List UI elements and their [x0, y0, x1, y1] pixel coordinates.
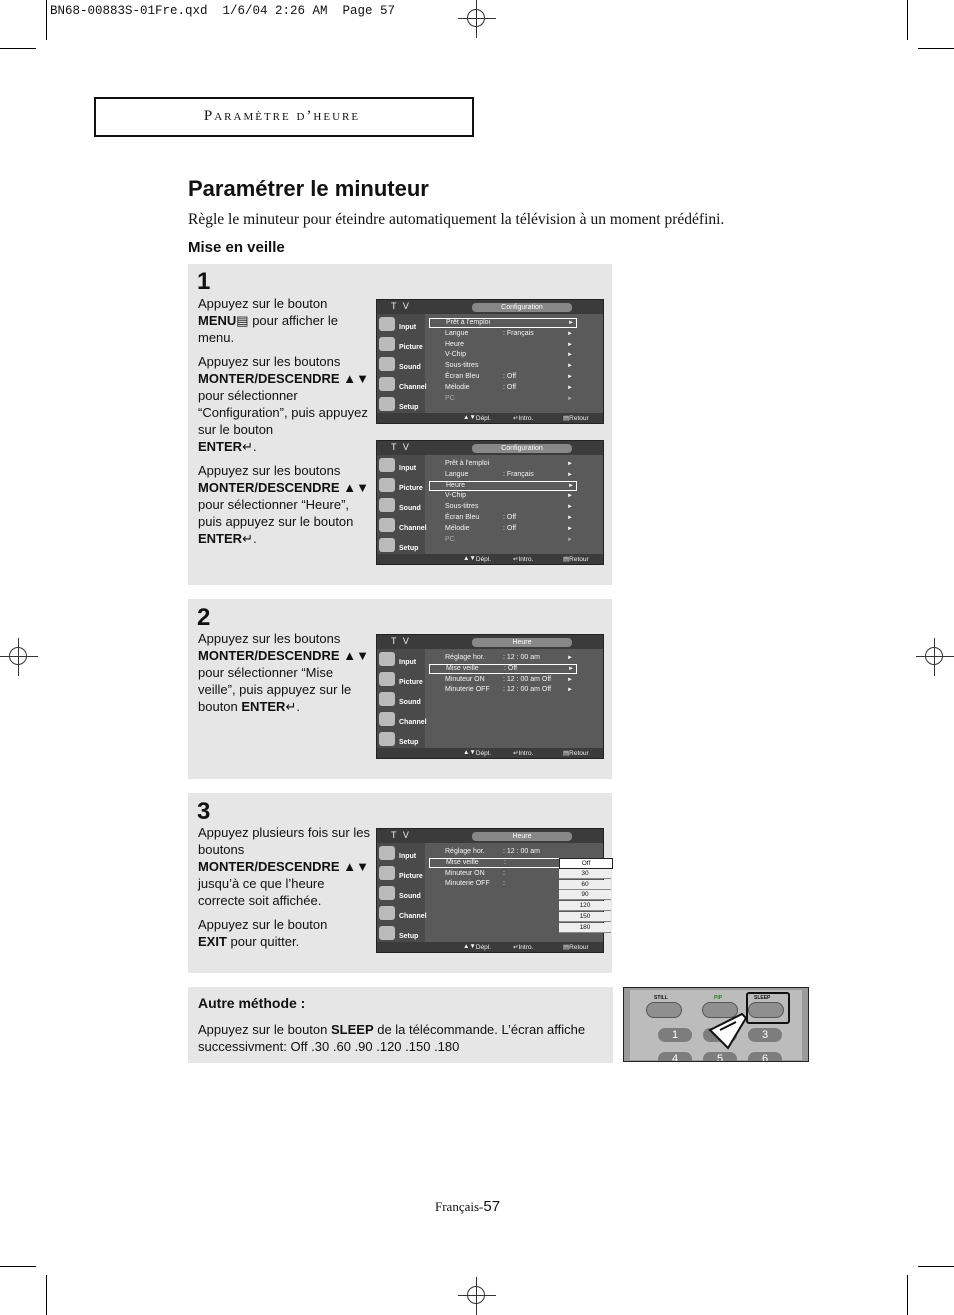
osd-menu-row: Mélodie : Off ► — [445, 524, 573, 532]
osd-sleep-option: 60 — [559, 880, 611, 890]
osd-menu-row: Heure ► — [429, 481, 577, 491]
osd-sidebar-label: Picture — [399, 344, 423, 351]
osd-sidebar-item — [379, 651, 423, 669]
osd-bottom-bar — [377, 554, 603, 564]
osd-arrow-icon: ► — [568, 482, 574, 489]
still-button — [646, 1002, 682, 1018]
osd-sidebar-item — [379, 517, 427, 535]
osd-menu-row: Minuteur ON : 12 : 00 am Off ► — [445, 675, 573, 683]
osd-menu-row: Mise veille : — [429, 858, 577, 868]
osd-menu-title: Configuration — [472, 303, 572, 312]
osd-arrow-icon: ► — [567, 504, 573, 511]
osd-sidebar-item — [379, 731, 423, 749]
osd-menu-icon — [379, 397, 395, 411]
osd-menu-icon — [379, 317, 395, 331]
number-button: 3 — [748, 1028, 782, 1042]
osd-screen-config-2 — [376, 440, 604, 565]
osd-menu-row: Minuterie OFF : — [445, 880, 505, 888]
up-down-arrows-icon: ▲▼ — [343, 859, 369, 874]
osd-sidebar-item — [379, 671, 423, 689]
step-text: Appuyez sur les boutons MONTER/DESCENDRE ▲▼ pour sélectionner “Mise veille”, puis appuyez sur le bouton ENTER↵. — [198, 631, 369, 714]
osd-sidebar-item — [379, 336, 423, 354]
osd-sidebar-label: Channel — [399, 384, 427, 391]
osd-arrow-icon: ► — [567, 515, 573, 521]
step-text: Appuyez sur le bouton MENU▤ pour afficher le menu. Appuyez sur les boutons MONTER/DESCENDRE ▲▼ pour sélectionner “Configuration”, puis appuyez sur le bouton ENTER↵. Appuyez sur les boutons MONTER/DESCENDRE ▲▼ pour sélectionner “Heure”, puis appuyez sur le bouton ENTER↵. — [198, 296, 369, 546]
osd-arrow-icon: ► — [568, 320, 574, 326]
osd-menu-icon — [379, 672, 395, 686]
osd-arrow-icon: ► — [567, 384, 573, 391]
osd-tv-label: T V — [391, 830, 411, 840]
osd-sidebar — [377, 843, 425, 943]
osd-arrow-icon: ► — [567, 374, 573, 380]
osd-menu-row: Langue : Français ► — [445, 470, 573, 478]
crop-mark — [918, 48, 954, 49]
menu-icon: ▤ — [236, 313, 249, 328]
osd-menu-icon — [379, 926, 395, 940]
osd-menu-icon — [379, 337, 395, 351]
registration-mark — [0, 638, 38, 676]
crop-mark — [907, 0, 908, 40]
osd-sidebar-label: Sound — [399, 699, 421, 706]
osd-sidebar-label: Picture — [399, 679, 423, 686]
registration-mark — [458, 0, 496, 38]
pip-label: PIP — [714, 995, 723, 1001]
osd-arrow-icon: ► — [567, 655, 573, 661]
osd-arrow-icon: ► — [567, 525, 573, 532]
osd-menu-row: Langue : Français ► — [445, 329, 573, 337]
osd-sidebar-item — [379, 845, 423, 863]
osd-tv-label: T V — [391, 301, 411, 311]
sleep-highlight — [746, 992, 790, 1024]
osd-arrow-icon: ► — [567, 536, 573, 543]
osd-arrow-icon: ► — [567, 676, 573, 683]
osd-sleep-option: 120 — [559, 901, 611, 911]
osd-menu-icon — [379, 652, 395, 666]
osd-menu-row: PC ► — [445, 535, 573, 543]
registration-mark — [916, 638, 954, 676]
osd-arrow-icon: ► — [567, 395, 573, 402]
step-number: 1 — [197, 268, 211, 295]
osd-sidebar-item — [379, 711, 427, 729]
osd-menu-icon — [379, 377, 395, 391]
osd-menu-row: Sous-titres ► — [445, 362, 573, 370]
osd-menu-icon — [379, 906, 395, 920]
osd-sidebar-label: Setup — [399, 739, 419, 746]
osd-menu-icon — [379, 357, 395, 371]
osd-sidebar-label: Channel — [399, 719, 427, 726]
osd-enter-hint: ↵ Intro. — [513, 415, 534, 422]
osd-enter-hint: ↵ Intro. — [513, 750, 534, 757]
page-heading: Paramétrer le minuteur — [188, 176, 429, 201]
osd-menu-row: Réglage hor. : 12 : 00 am — [445, 848, 540, 855]
osd-sleep-option: 90 — [559, 890, 611, 900]
osd-screen-config-1 — [376, 299, 604, 424]
number-button: 5 — [703, 1052, 737, 1062]
osd-menu-row: Réglage hor. : 12 : 00 am ► — [445, 654, 573, 661]
number-button: 6 — [748, 1052, 782, 1062]
osd-sidebar-label: Setup — [399, 404, 419, 411]
osd-screen-sleep-options — [376, 828, 604, 953]
osd-menu-icon — [379, 846, 395, 860]
osd-sidebar-item — [379, 316, 423, 334]
osd-arrow-icon: ► — [567, 352, 573, 359]
osd-sidebar-item — [379, 356, 423, 374]
registration-mark — [458, 1277, 496, 1315]
crop-mark — [46, 0, 47, 40]
osd-move-hint: ▲▼ Dépl. — [463, 943, 492, 951]
osd-sidebar-label: Input — [399, 465, 417, 472]
osd-bottom-bar — [377, 942, 603, 952]
osd-back-hint: ▤ Retour — [563, 415, 589, 422]
osd-menu-row: PC ► — [445, 394, 573, 402]
osd-back-hint: ▤ Retour — [563, 750, 589, 757]
osd-menu-icon — [379, 692, 395, 706]
up-down-arrows-icon: ▲▼ — [343, 480, 369, 495]
osd-menu-icon — [379, 866, 395, 880]
crop-mark — [0, 1266, 36, 1267]
osd-move-hint: ▲▼ Dépl. — [463, 749, 492, 757]
osd-menu-row: Écran Bleu : Off ► — [445, 373, 573, 380]
alternative-method-text: Appuyez sur le bouton SLEEP de la télécommande. L’écran affiche successivment: Off .30 .60 .90 .120 .150 .180 — [198, 1022, 586, 1054]
osd-sidebar — [377, 649, 425, 749]
osd-sleep-option: Off — [559, 858, 613, 869]
osd-arrow-icon: ► — [567, 330, 573, 337]
remote-illustration — [623, 987, 809, 1062]
osd-menu-row: Prêt à l'emploi ► — [445, 460, 573, 467]
number-button: 1 — [658, 1028, 692, 1042]
osd-bottom-bar — [377, 748, 603, 758]
osd-arrow-icon: ► — [567, 471, 573, 478]
crop-mark — [46, 1275, 47, 1315]
osd-sidebar-item — [379, 376, 427, 394]
osd-arrow-icon: ► — [568, 665, 574, 672]
osd-sleep-option: 150 — [559, 912, 611, 922]
print-slug: BN68-00883S-01Fre.qxd 1/6/04 2:26 AM Page 57 — [50, 4, 396, 18]
osd-menu-icon — [379, 538, 395, 552]
osd-sidebar-item — [379, 477, 423, 495]
osd-sidebar — [377, 314, 425, 414]
crop-mark — [907, 1275, 908, 1315]
osd-sleep-option: 180 — [559, 923, 611, 933]
step-text: Appuyez plusieurs fois sur les boutons MONTER/DESCENDRE ▲▼ jusqu’à ce que l’heure correcte soit affichée. Appuyez sur le bouton EXIT pour quitter. — [198, 825, 370, 949]
osd-arrow-icon: ► — [567, 341, 573, 348]
osd-arrow-icon: ► — [567, 687, 573, 694]
osd-sidebar-label: Picture — [399, 485, 423, 492]
osd-menu-row: Heure ► — [445, 340, 573, 348]
osd-sidebar-label: Input — [399, 853, 417, 860]
osd-sidebar-item — [379, 497, 423, 515]
osd-sidebar-label: Input — [399, 659, 417, 666]
osd-menu-icon — [379, 732, 395, 746]
enter-icon: ↵ — [242, 439, 253, 454]
osd-arrow-icon: ► — [567, 363, 573, 370]
osd-screen-heure — [376, 634, 604, 759]
osd-menu-row: V-Chip ► — [445, 351, 573, 359]
enter-icon: ↵ — [242, 531, 253, 546]
osd-menu-row: Minuteur ON : — [445, 869, 505, 877]
osd-back-hint: ▤ Retour — [563, 556, 589, 563]
enter-icon: ↵ — [285, 699, 297, 714]
osd-sidebar-item — [379, 537, 423, 555]
osd-sidebar-label: Sound — [399, 893, 421, 900]
osd-sidebar-item — [379, 396, 423, 414]
osd-menu-icon — [379, 712, 395, 726]
osd-sleep-option: 30 — [559, 869, 611, 879]
osd-sidebar-label: Setup — [399, 933, 419, 940]
sleep-label: SLEEP — [754, 995, 771, 1001]
osd-sidebar-item — [379, 925, 423, 943]
osd-menu-icon — [379, 478, 395, 492]
osd-back-hint: ▤ Retour — [563, 944, 589, 951]
osd-menu-icon — [379, 518, 395, 532]
osd-menu-row: V-Chip ► — [445, 492, 573, 500]
intro-text: Règle le minuteur pour éteindre automatiquement la télévision à un moment prédéfini. — [188, 211, 725, 228]
number-button: 4 — [658, 1052, 692, 1062]
osd-menu-icon — [379, 498, 395, 512]
osd-sidebar-label: Sound — [399, 505, 421, 512]
osd-menu-icon — [379, 458, 395, 472]
osd-sidebar-label: Setup — [399, 545, 419, 552]
step-number: 3 — [197, 798, 211, 825]
osd-menu-row: Mise veille : Off ► — [429, 664, 577, 674]
still-label: STILL — [654, 995, 668, 1001]
osd-sidebar-item — [379, 457, 423, 475]
up-down-arrows-icon: ▲▼ — [343, 648, 369, 663]
osd-sidebar-item — [379, 885, 423, 903]
osd-menu-row: Minuterie OFF : 12 : 00 am Off ► — [445, 686, 573, 694]
page-number: 57 — [483, 1198, 501, 1215]
osd-sidebar-label: Sound — [399, 364, 421, 371]
osd-enter-hint: ↵ Intro. — [513, 556, 534, 563]
crop-mark — [918, 1266, 954, 1267]
osd-arrow-icon: ► — [567, 493, 573, 500]
osd-arrow-icon: ► — [567, 461, 573, 467]
alternative-method-title: Autre méthode : — [198, 995, 306, 1011]
osd-sidebar-item — [379, 865, 423, 883]
osd-sidebar-label: Channel — [399, 913, 427, 920]
remote-body — [630, 990, 802, 1060]
crop-mark — [0, 48, 36, 49]
osd-sidebar-item — [379, 905, 427, 923]
osd-sidebar-label: Channel — [399, 525, 427, 532]
osd-menu-row: Prêt à l'emploi ► — [429, 318, 577, 328]
osd-sidebar-item — [379, 691, 423, 709]
osd-sidebar-label: Picture — [399, 873, 423, 880]
osd-menu-row: Mélodie : Off ► — [445, 383, 573, 391]
up-down-arrows-icon: ▲▼ — [343, 371, 369, 386]
osd-menu-title: Heure — [472, 832, 572, 841]
section-title: Paramètre d’heure — [203, 108, 361, 124]
page-footer: Français-57 — [435, 1198, 501, 1215]
osd-menu-title: Heure — [472, 638, 572, 647]
osd-menu-row: Sous-titres ► — [445, 503, 573, 511]
osd-tv-label: T V — [391, 636, 411, 646]
osd-bottom-bar — [377, 413, 603, 423]
pointing-hand-icon — [706, 1008, 750, 1052]
osd-enter-hint: ↵ Intro. — [513, 944, 534, 951]
osd-sidebar-label: Input — [399, 324, 417, 331]
step-number: 2 — [197, 604, 211, 631]
osd-menu-title: Configuration — [472, 444, 572, 453]
osd-sidebar — [377, 455, 425, 555]
subheading: Mise en veille — [188, 239, 285, 256]
osd-menu-icon — [379, 886, 395, 900]
osd-menu-row: Écran Bleu : Off ► — [445, 514, 573, 521]
osd-move-hint: ▲▼ Dépl. — [463, 414, 492, 422]
osd-tv-label: T V — [391, 442, 411, 452]
osd-move-hint: ▲▼ Dépl. — [463, 555, 492, 563]
